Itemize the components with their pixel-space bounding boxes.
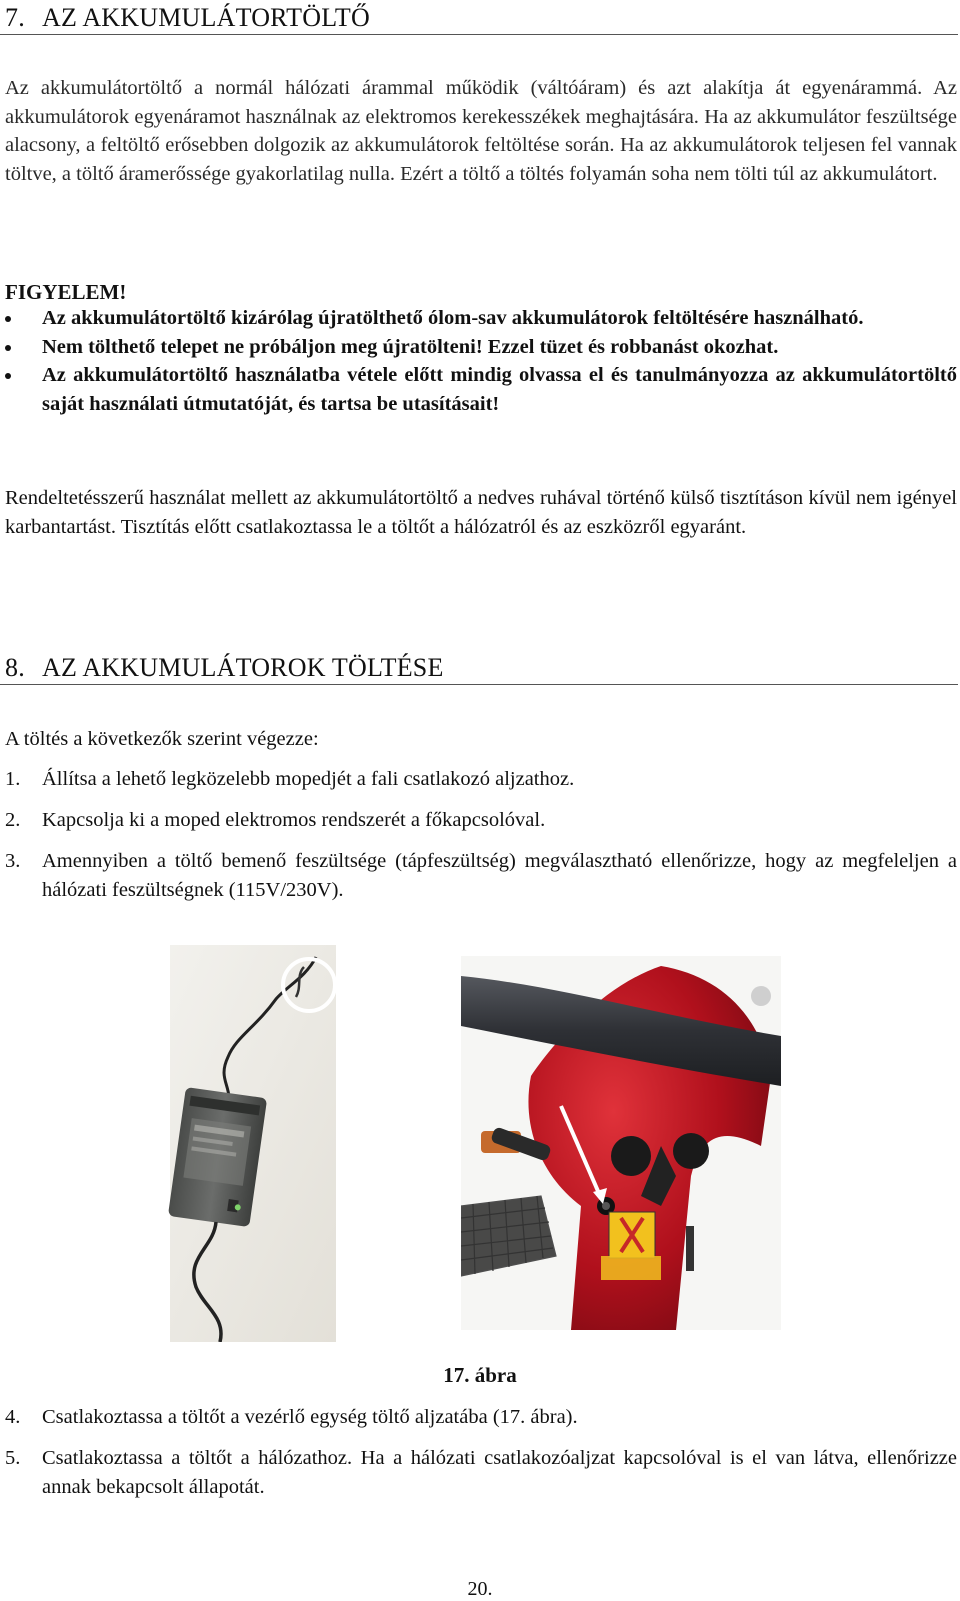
- step-item: 3. Amennyiben a töltő bemenő feszültsége (tápfeszültség) megválasztható ellenőrizze, hogy az megfeleljen a hálózati feszültségnek (115V/230V).: [5, 850, 957, 901]
- page-number: 20.: [467, 1578, 493, 1600]
- section-7-title: AZ AKKUMULÁTORTÖLTŐ: [42, 3, 370, 32]
- steps-list-after: [5, 1403, 957, 1502]
- step-item: 4. Csatlakoztassa a töltőt a vezérlő egység töltő aljzatába (17. ábra).: [5, 1406, 578, 1428]
- charger-intro-paragraph: Az akkumulátortöltő a normál hálózati árammal működik (váltóáram) és azt alakítja át egyenárammá. Az akkumulátorok egyenáramot használnak az elektromos kerekesszékek meghajtására. Ha az akkumulátor feszültsége alacsony, a feltöltő erősebben dolgozik az akkumulátorok feltöltése során. Ha az akkumulátorok teljesen fel vannak töltve, a töltő áramerőssége gyakorlatilag nulla. Ezért a töltő a töltés folyamán soha nem tölti túl az akkumulátort.: [5, 77, 957, 185]
- warning-item: Az akkumulátortöltő használatba vétele előtt mindig olvassa el és tanulmányozza az akkumulátortöltő saját használati útmutatóját, és tartsa be utasításait!: [5, 361, 957, 418]
- maintenance-paragraph: Rendeltetésszerű használat mellett az akkumulátortöltő a nedves ruhával történő külső tisztításon kívül nem igényel karbantartást. Tisztítás előtt csatlakoztassa le a töltőt a hálózatról és az eszközről egyaránt.: [5, 487, 957, 538]
- charger-illustration: [156, 937, 336, 1342]
- step-item: 2. Kapcsolja ki a moped elektromos rendszerét a főkapcsolóval.: [5, 809, 546, 831]
- steps-list-before: [5, 765, 957, 905]
- scooter-illustration: [461, 956, 781, 1330]
- section-7-number: 7.: [5, 3, 25, 32]
- warning-list: [5, 304, 957, 418]
- section-8-heading: [0, 652, 958, 685]
- bullet-icon: [5, 373, 11, 379]
- bullet-icon: [5, 316, 11, 322]
- section-8-title: AZ AKKUMULÁTOROK TÖLTÉSE: [42, 653, 444, 682]
- section-8-number: 8.: [5, 653, 25, 682]
- step-item: 1. Állítsa a lehető legközelebb mopedjét a fali csatlakozó aljzathoz.: [5, 768, 575, 790]
- bullet-icon: [5, 345, 11, 351]
- warning-item: Nem tölthető telepet ne próbáljon meg újratölteni! Ezzel tüzet és robbanást okozhat.: [5, 333, 957, 362]
- section-7-heading: [0, 2, 958, 35]
- charger-photo: [156, 937, 336, 1342]
- warning-title: FIGYELEM!: [5, 280, 127, 304]
- step-item: 5. Csatlakoztassa a töltőt a hálózathoz. Ha a hálózati csatlakozóaljzat kapcsolóval is el van látva, ellenőrizze annak bekapcsolt állapotát.: [5, 1447, 957, 1498]
- scooter-tiller-photo: [461, 956, 781, 1330]
- warning-item: Az akkumulátortöltő kizárólag újratölthető ólom-sav akkumulátorok feltöltésére használható.: [5, 304, 957, 333]
- figure-caption: 17. ábra: [443, 1363, 517, 1387]
- charging-intro: A töltés a következők szerint végezze:: [5, 728, 319, 750]
